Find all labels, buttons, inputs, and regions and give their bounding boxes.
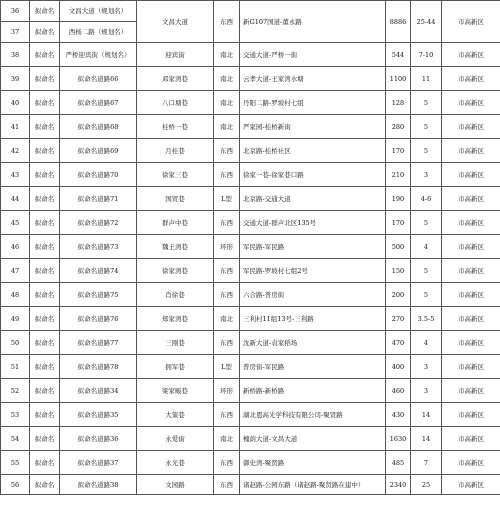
width-cell: 4-6 bbox=[411, 187, 442, 211]
original-name-cell: 严桥迎宾街（规划名） bbox=[60, 43, 137, 67]
table-row bbox=[1, 187, 500, 211]
category-cell: 拟命名 bbox=[30, 187, 60, 211]
row-number: 39 bbox=[1, 67, 30, 91]
category-cell: 拟命名 bbox=[30, 235, 60, 259]
original-name-cell: 拟命名道路78 bbox=[60, 355, 137, 379]
range-cell: 云孝大道-王家湾水塘 bbox=[240, 67, 386, 91]
category-cell: 拟命名 bbox=[30, 451, 60, 475]
new-name-cell: 永爱街 bbox=[137, 427, 214, 451]
original-name-cell: 西杨二路（规划名） bbox=[60, 22, 137, 43]
length-cell: 485 bbox=[386, 451, 411, 475]
original-name-cell: 拟命名道路72 bbox=[60, 211, 137, 235]
row-number: 41 bbox=[1, 115, 30, 139]
district-cell: 市高新区 bbox=[442, 163, 500, 187]
width-cell: 5 bbox=[411, 211, 442, 235]
range-cell: 北京路-桂桥社区 bbox=[240, 139, 386, 163]
direction-cell: 东西 bbox=[214, 163, 240, 187]
new-name-cell: 魏王湾巷 bbox=[137, 235, 214, 259]
row-number: 42 bbox=[1, 139, 30, 163]
row-number: 49 bbox=[1, 307, 30, 331]
district-cell: 市高新区 bbox=[442, 307, 500, 331]
table-row bbox=[1, 307, 500, 331]
district-cell: 市高新区 bbox=[442, 475, 500, 495]
table-row bbox=[1, 283, 500, 307]
category-cell: 拟命名 bbox=[30, 163, 60, 187]
category-cell: 拟命名 bbox=[30, 259, 60, 283]
category-cell: 拟命名 bbox=[30, 355, 60, 379]
original-name-cell: 拟命名道路37 bbox=[60, 451, 137, 475]
direction-cell: 环形 bbox=[214, 379, 240, 403]
width-cell: 5 bbox=[411, 139, 442, 163]
new-name-cell: 肖徐巷 bbox=[137, 283, 214, 307]
length-cell: 460 bbox=[386, 379, 411, 403]
new-name-cell: 大策巷 bbox=[137, 403, 214, 427]
row-number: 48 bbox=[1, 283, 30, 307]
range-cell: 三利村11组13号-三利路 bbox=[240, 307, 386, 331]
new-name-cell: 邓家湾巷 bbox=[137, 67, 214, 91]
range-cell: 严家园-桂桥新街 bbox=[240, 115, 386, 139]
length-cell: 470 bbox=[386, 331, 411, 355]
width-cell: 5 bbox=[411, 115, 442, 139]
table-row bbox=[1, 67, 500, 91]
direction-cell: 东西 bbox=[214, 475, 240, 495]
width-cell: 14 bbox=[411, 403, 442, 427]
length-cell: 400 bbox=[386, 355, 411, 379]
table-row bbox=[1, 427, 500, 451]
length-cell: 280 bbox=[386, 115, 411, 139]
district-cell: 市高新区 bbox=[442, 379, 500, 403]
length-cell: 210 bbox=[386, 163, 411, 187]
original-name-cell: 拟命名道路34 bbox=[60, 379, 137, 403]
new-name-cell: 三刚巷 bbox=[137, 331, 214, 355]
table-row bbox=[1, 379, 500, 403]
width-cell: 7 bbox=[411, 451, 442, 475]
original-name-cell: 拟命名道路67 bbox=[60, 91, 137, 115]
table-row bbox=[1, 43, 500, 67]
district-cell: 市高新区 bbox=[442, 331, 500, 355]
direction-cell: 东西 bbox=[214, 259, 240, 283]
table-row bbox=[1, 259, 500, 283]
row-number: 55 bbox=[1, 451, 30, 475]
width-cell: 25-44 bbox=[411, 1, 442, 43]
district-cell: 市高新区 bbox=[442, 355, 500, 379]
range-cell: 北京路-交通大道 bbox=[240, 187, 386, 211]
category-cell: 拟命名 bbox=[30, 115, 60, 139]
new-name-cell: 永光巷 bbox=[137, 451, 214, 475]
direction-cell: 东西 bbox=[214, 331, 240, 355]
district-cell: 市高新区 bbox=[442, 139, 500, 163]
category-cell: 拟命名 bbox=[30, 307, 60, 331]
range-cell: 御史湾-聚贤路 bbox=[240, 451, 386, 475]
new-name-cell: 徐家三巷 bbox=[137, 163, 214, 187]
range-cell: 丹阳二路-罗坡村七组 bbox=[240, 91, 386, 115]
length-cell: 8886 bbox=[386, 1, 411, 43]
direction-cell: L型 bbox=[214, 355, 240, 379]
direction-cell: L型 bbox=[214, 187, 240, 211]
length-cell: 150 bbox=[386, 259, 411, 283]
width-cell: 4 bbox=[411, 235, 442, 259]
length-cell: 500 bbox=[386, 235, 411, 259]
original-name-cell: 拟命名道路69 bbox=[60, 139, 137, 163]
new-name-cell: 群声中巷 bbox=[137, 211, 214, 235]
range-cell: 六合路-普房街 bbox=[240, 283, 386, 307]
range-cell: 徐家一巷-徐家巷口路 bbox=[240, 163, 386, 187]
row-number: 44 bbox=[1, 187, 30, 211]
new-name-cell: 梁家畈巷 bbox=[137, 379, 214, 403]
width-cell: 5 bbox=[411, 283, 442, 307]
direction-cell: 南北 bbox=[214, 115, 240, 139]
new-name-cell: 文昌大道 bbox=[137, 1, 214, 43]
width-cell: 4 bbox=[411, 331, 442, 355]
range-cell: 湖北恩高光学科技有限公司-聚贤路 bbox=[240, 403, 386, 427]
category-cell: 拟命名 bbox=[30, 331, 60, 355]
category-cell: 拟命名 bbox=[30, 211, 60, 235]
width-cell: 3 bbox=[411, 379, 442, 403]
direction-cell: 南北 bbox=[214, 43, 240, 67]
range-cell: 诸赵路-公园东路（诸赵路-聚贤路在建中） bbox=[240, 475, 386, 495]
direction-cell: 东西 bbox=[214, 403, 240, 427]
row-number: 50 bbox=[1, 331, 30, 355]
table-row bbox=[1, 235, 500, 259]
new-name-cell: 文园路 bbox=[137, 475, 214, 495]
row-number: 52 bbox=[1, 379, 30, 403]
new-name-cell: 国贸巷 bbox=[137, 187, 214, 211]
row-number: 43 bbox=[1, 163, 30, 187]
table-row bbox=[1, 1, 500, 22]
direction-cell: 东西 bbox=[214, 1, 240, 43]
row-number: 38 bbox=[1, 43, 30, 67]
original-name-cell: 拟命名道路73 bbox=[60, 235, 137, 259]
district-cell: 市高新区 bbox=[442, 451, 500, 475]
width-cell: 3.5-5 bbox=[411, 307, 442, 331]
table-row bbox=[1, 139, 500, 163]
category-cell: 拟命名 bbox=[30, 43, 60, 67]
table-row bbox=[1, 91, 500, 115]
new-name-cell: 郑家湾巷 bbox=[137, 307, 214, 331]
original-name-cell: 拟命名道路74 bbox=[60, 259, 137, 283]
original-name-cell: 拟命名道路38 bbox=[60, 475, 137, 495]
width-cell: 7-10 bbox=[411, 43, 442, 67]
district-cell: 市高新区 bbox=[442, 211, 500, 235]
width-cell: 5 bbox=[411, 259, 442, 283]
district-cell: 市高新区 bbox=[442, 283, 500, 307]
width-cell: 11 bbox=[411, 67, 442, 91]
original-name-cell: 拟命名道路66 bbox=[60, 67, 137, 91]
length-cell: 430 bbox=[386, 403, 411, 427]
row-number: 53 bbox=[1, 403, 30, 427]
category-cell: 拟命名 bbox=[30, 427, 60, 451]
row-number: 37 bbox=[1, 22, 30, 43]
range-cell: 军民路-罗坡村七组2号 bbox=[240, 259, 386, 283]
district-cell: 市高新区 bbox=[442, 259, 500, 283]
direction-cell: 南北 bbox=[214, 91, 240, 115]
row-number: 45 bbox=[1, 211, 30, 235]
direction-cell: 东西 bbox=[214, 283, 240, 307]
district-cell: 市高新区 bbox=[442, 1, 500, 43]
category-cell: 拟命名 bbox=[30, 67, 60, 91]
table-row bbox=[1, 475, 500, 495]
length-cell: 1100 bbox=[386, 67, 411, 91]
original-name-cell: 拟命名道路77 bbox=[60, 331, 137, 355]
range-cell: 沈新大道-袁家稻场 bbox=[240, 331, 386, 355]
original-name-cell: 文昌大道（规划名） bbox=[60, 1, 137, 22]
category-cell: 拟命名 bbox=[30, 91, 60, 115]
row-number: 46 bbox=[1, 235, 30, 259]
length-cell: 200 bbox=[386, 283, 411, 307]
category-cell: 拟命名 bbox=[30, 139, 60, 163]
length-cell: 2340 bbox=[386, 475, 411, 495]
direction-cell: 南北 bbox=[214, 307, 240, 331]
category-cell: 拟命名 bbox=[30, 379, 60, 403]
row-number: 54 bbox=[1, 427, 30, 451]
length-cell: 170 bbox=[386, 139, 411, 163]
district-cell: 市高新区 bbox=[442, 43, 500, 67]
district-cell: 市高新区 bbox=[442, 115, 500, 139]
range-cell: 普房街-军民路 bbox=[240, 355, 386, 379]
district-cell: 市高新区 bbox=[442, 67, 500, 91]
direction-cell: 东西 bbox=[214, 211, 240, 235]
new-name-cell: 月桂巷 bbox=[137, 139, 214, 163]
district-cell: 市高新区 bbox=[442, 403, 500, 427]
length-cell: 190 bbox=[386, 187, 411, 211]
district-cell: 市高新区 bbox=[442, 187, 500, 211]
new-name-cell: 徐家湾巷 bbox=[137, 259, 214, 283]
original-name-cell: 拟命名道路75 bbox=[60, 283, 137, 307]
range-cell: 新G107国道-董永路 bbox=[240, 1, 386, 43]
range-cell: 新桥路-新桥路 bbox=[240, 379, 386, 403]
category-cell: 拟命名 bbox=[30, 283, 60, 307]
category-cell: 拟命名 bbox=[30, 22, 60, 43]
table-row bbox=[1, 163, 500, 187]
range-cell: 交通大道-严桥一街 bbox=[240, 43, 386, 67]
range-cell: 槐荫大道-文昌大道 bbox=[240, 427, 386, 451]
length-cell: 1630 bbox=[386, 427, 411, 451]
new-name-cell: 八口塘巷 bbox=[137, 91, 214, 115]
range-cell: 军民路-军民路 bbox=[240, 235, 386, 259]
table-row bbox=[1, 403, 500, 427]
table-body bbox=[1, 1, 500, 495]
direction-cell: 环形 bbox=[214, 235, 240, 259]
district-cell: 市高新区 bbox=[442, 91, 500, 115]
direction-cell: 南北 bbox=[214, 67, 240, 91]
width-cell: 25 bbox=[411, 475, 442, 495]
original-name-cell: 拟命名道路71 bbox=[60, 187, 137, 211]
table-row bbox=[1, 355, 500, 379]
category-cell: 拟命名 bbox=[30, 1, 60, 22]
district-cell: 市高新区 bbox=[442, 235, 500, 259]
table-row bbox=[1, 211, 500, 235]
original-name-cell: 拟命名道路70 bbox=[60, 163, 137, 187]
range-cell: 交通大道-群声北区135号 bbox=[240, 211, 386, 235]
length-cell: 270 bbox=[386, 307, 411, 331]
table-row bbox=[1, 451, 500, 475]
row-number: 36 bbox=[1, 1, 30, 22]
direction-cell: 东西 bbox=[214, 451, 240, 475]
length-cell: 544 bbox=[386, 43, 411, 67]
direction-cell: 东西 bbox=[214, 139, 240, 163]
table-row bbox=[1, 331, 500, 355]
row-number: 51 bbox=[1, 355, 30, 379]
length-cell: 128 bbox=[386, 91, 411, 115]
original-name-cell: 拟命名道路35 bbox=[60, 403, 137, 427]
new-name-cell: 拥军巷 bbox=[137, 355, 214, 379]
district-cell: 市高新区 bbox=[442, 427, 500, 451]
category-cell: 拟命名 bbox=[30, 403, 60, 427]
direction-cell: 南北 bbox=[214, 427, 240, 451]
width-cell: 14 bbox=[411, 427, 442, 451]
row-number: 47 bbox=[1, 259, 30, 283]
length-cell: 170 bbox=[386, 211, 411, 235]
new-name-cell: 桂桥一巷 bbox=[137, 115, 214, 139]
category-cell: 拟命名 bbox=[30, 475, 60, 495]
original-name-cell: 拟命名道路68 bbox=[60, 115, 137, 139]
new-name-cell: 迎宾街 bbox=[137, 43, 214, 67]
original-name-cell: 拟命名道路36 bbox=[60, 427, 137, 451]
width-cell: 3 bbox=[411, 163, 442, 187]
row-number: 40 bbox=[1, 91, 30, 115]
table-row bbox=[1, 115, 500, 139]
row-number: 56 bbox=[1, 475, 30, 495]
width-cell: 5 bbox=[411, 91, 442, 115]
width-cell: 3 bbox=[411, 355, 442, 379]
original-name-cell: 拟命名道路76 bbox=[60, 307, 137, 331]
